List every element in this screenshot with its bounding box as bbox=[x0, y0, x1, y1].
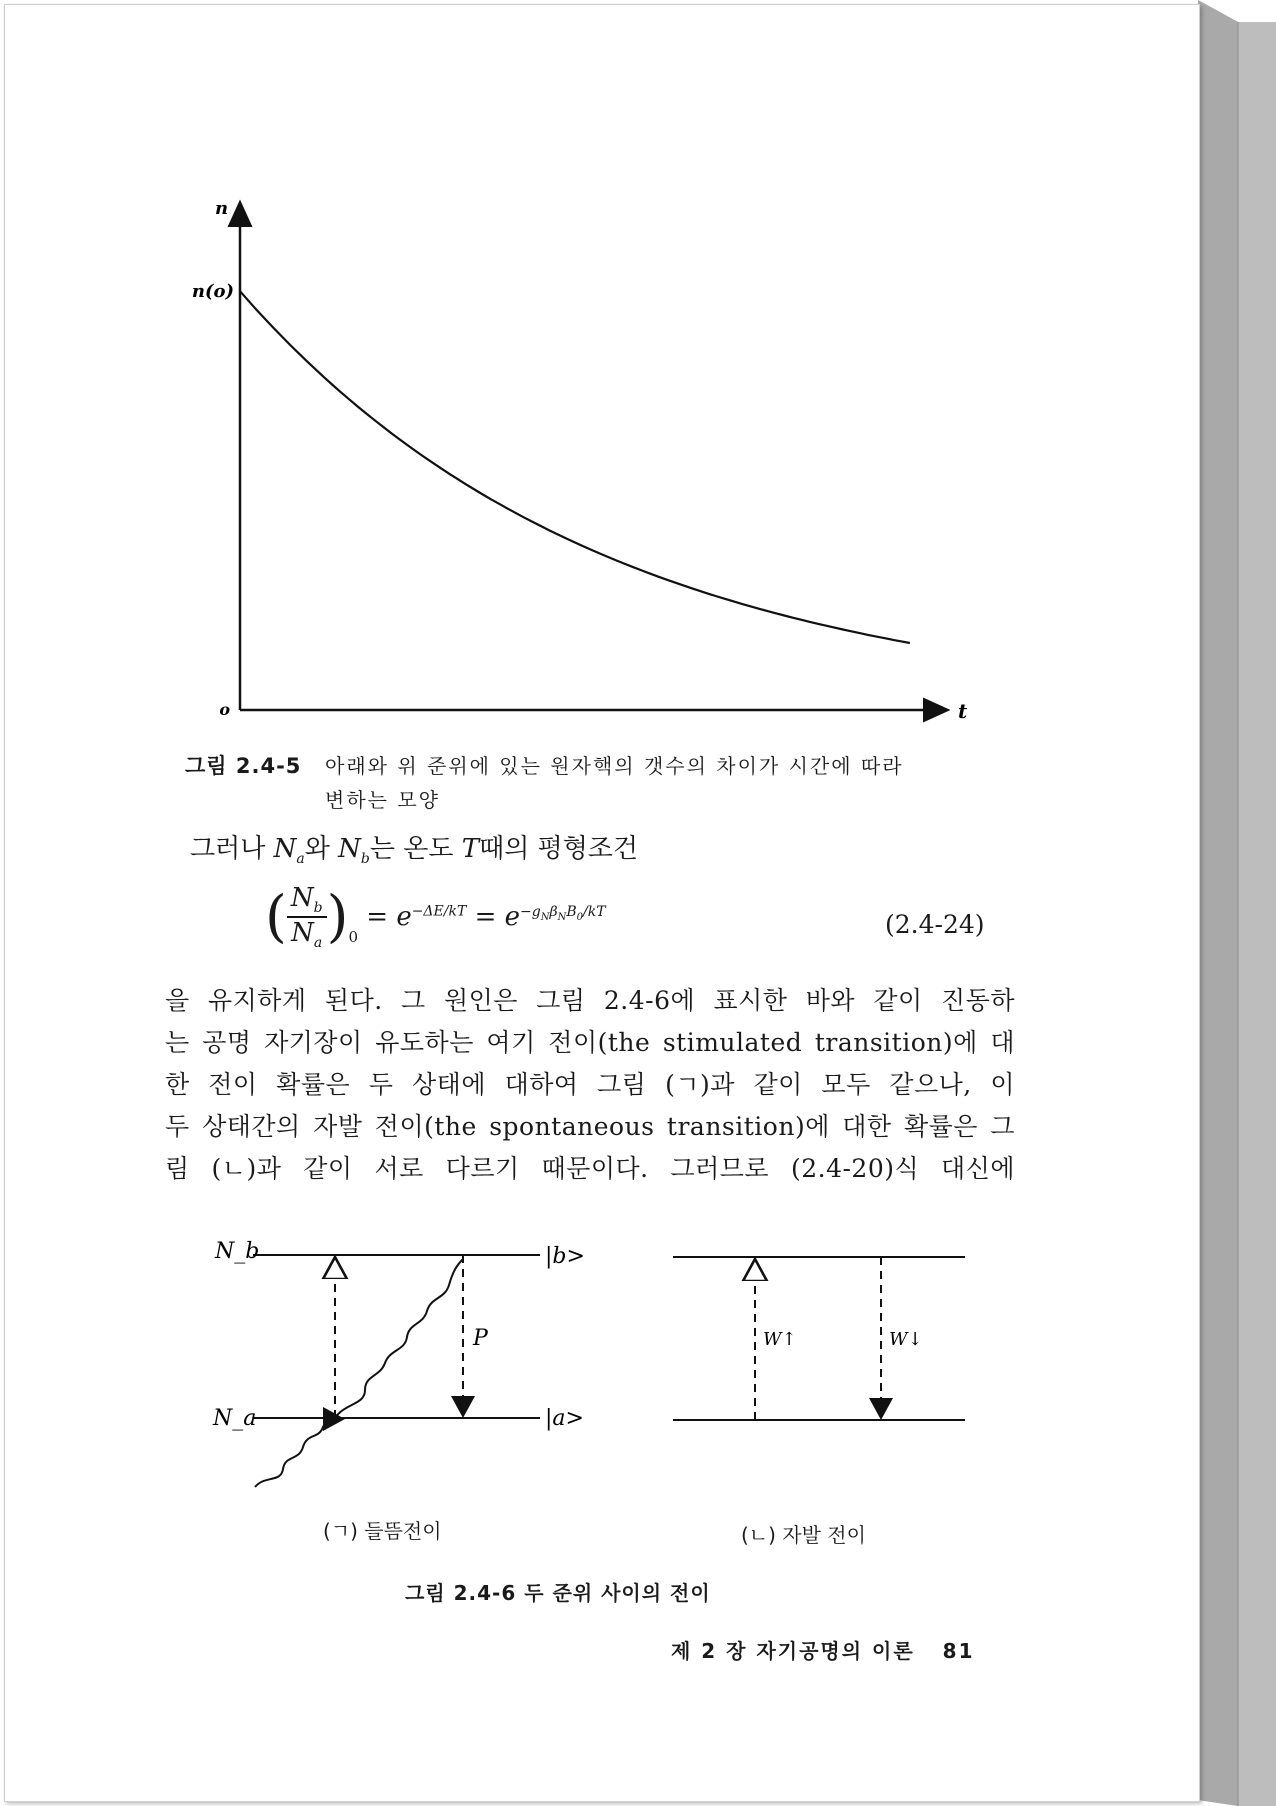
intro-sentence bbox=[190, 828, 638, 867]
figure2-caption: 그림 2.4-6 두 준위 사이의 전이 bbox=[405, 1581, 711, 1605]
running-footer bbox=[671, 1635, 975, 1664]
incoming-photon-wave bbox=[255, 1419, 335, 1487]
b-state-label: |b> bbox=[545, 1244, 585, 1269]
book-page-edge bbox=[1198, 0, 1276, 1806]
p-label: P bbox=[473, 1326, 488, 1351]
a-state-label: |a> bbox=[545, 1406, 584, 1431]
t-symbol: T bbox=[461, 834, 480, 864]
x-axis-label: t bbox=[958, 699, 968, 723]
intro-mid2: 는 온도 bbox=[369, 834, 462, 864]
subfigure-a-label: (ㄱ) 들뜸전이 bbox=[323, 1519, 442, 1543]
page-number: 81 bbox=[942, 1639, 975, 1663]
transition-diagram bbox=[195, 1225, 995, 1525]
y-axis-label: n bbox=[215, 198, 229, 219]
nb-label: N_b bbox=[215, 1239, 260, 1264]
intro-suffix: 때의 평형조건 bbox=[479, 834, 639, 864]
w-down-label: W↓ bbox=[889, 1329, 923, 1350]
y0-label: n(o) bbox=[191, 281, 234, 303]
paragraph bbox=[165, 980, 1015, 1190]
intro-prefix: 그러나 bbox=[190, 834, 274, 864]
figure1-caption-number: 그림 2.4-5 bbox=[185, 754, 302, 778]
book-page bbox=[4, 4, 1200, 1802]
paragraph-line: 는 공명 자기장이 유도하는 여기 전이(the stimulated transition)에 대 bbox=[165, 1028, 1015, 1057]
figure1-caption-line1: 아래와 위 준위에 있는 원자핵의 갯수의 차이가 시간에 따라 bbox=[325, 754, 904, 778]
figure1-caption-line2: 변하는 모양 bbox=[325, 788, 440, 812]
spontaneous-transition-diagram bbox=[673, 1257, 965, 1420]
decay-chart bbox=[155, 198, 968, 740]
subfigure-b-label: (ㄴ) 자발 전이 bbox=[741, 1523, 866, 1547]
nb-symbol: $N_b$ bbox=[338, 834, 370, 868]
paragraph-line: 림 (ㄴ)과 같이 서로 다르기 때문이다. 그러므로 (2.4-20)식 대신에 bbox=[165, 1154, 1015, 1183]
paragraph-line: 한 전이 확률은 두 상태에 대하여 그림 (ㄱ)과 같이 모두 같으나, 이 bbox=[165, 1070, 1015, 1099]
figure1-caption bbox=[185, 749, 1035, 817]
paragraph-line: 을 유지하게 된다. 그 원인은 그림 2.4-6에 표시한 바와 같이 진동하 bbox=[165, 986, 1015, 1015]
w-up-label: W↑ bbox=[763, 1329, 797, 1350]
chapter-title: 제 2 장 자기공명의 이론 bbox=[671, 1639, 915, 1663]
equation-number: (2.4-24) bbox=[885, 910, 985, 939]
decay-curve bbox=[240, 291, 910, 643]
origin-label: o bbox=[219, 700, 230, 719]
na-label: N_a bbox=[213, 1406, 257, 1431]
intro-mid1: 와 bbox=[304, 834, 339, 864]
paragraph-line: 두 상태간의 자발 전이(the spontaneous transition)에 대한 확률은 그 bbox=[165, 1112, 1015, 1141]
equation: ( $\frac{N_b}{N_a}$ )$_0 = e^{-\Delta E/kT} = e^{-g_N\beta_NB_0/kT}$ bbox=[265, 883, 606, 952]
na-symbol: $N_a$ bbox=[273, 834, 305, 868]
photon-wave bbox=[335, 1259, 463, 1418]
stimulated-transition-diagram bbox=[212, 1239, 585, 1487]
